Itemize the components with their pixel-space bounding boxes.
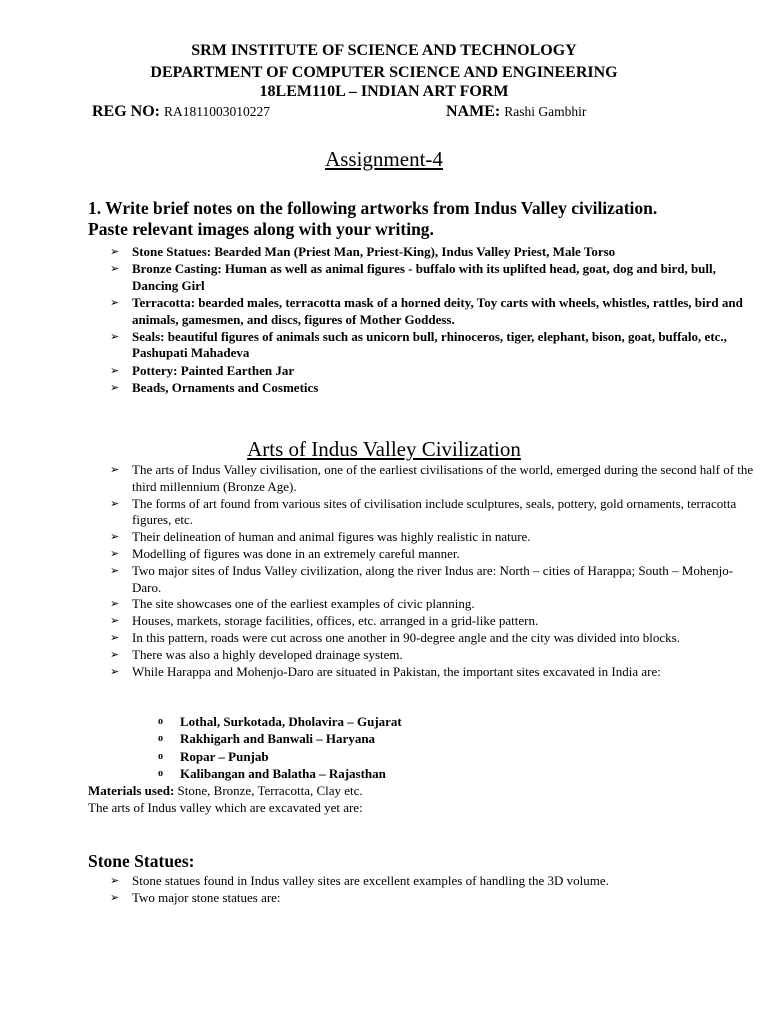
arrow-bullet-icon: ➢: [110, 530, 120, 544]
arrow-bullet-icon: ➢: [110, 630, 120, 644]
list-item-text: Beads, Ornaments and Cosmetics: [132, 380, 319, 396]
list-item: [110, 664, 760, 681]
arrow-bullet-icon: ➢: [110, 614, 120, 628]
site-item: [158, 765, 402, 782]
list-item: [110, 380, 760, 396]
arrow-bullet-icon: ➢: [110, 647, 120, 661]
section-title: Arts of Indus Valley Civilization: [247, 437, 521, 461]
arrow-bullet-icon: ➢: [110, 664, 120, 678]
list-item-text: The arts of Indus Valley civilisation, one of the earliest civilisations of the world, emerged during the second half of the third millennium (Bronze Age).: [132, 462, 754, 494]
excavated-text: The arts of Indus valley which are excavated yet are:: [88, 800, 363, 815]
student-name: [446, 103, 586, 121]
list-item: [110, 329, 760, 362]
list-item: [110, 244, 760, 260]
site-item: [158, 748, 402, 765]
stone-statues-heading: Stone Statues:: [88, 851, 195, 871]
department-name: DEPARTMENT OF COMPUTER SCIENCE AND ENGINEERING: [150, 64, 618, 81]
list-item-text: Seals: beautiful figures of animals such as unicorn bull, rhinoceros, tiger, elephant, bison, goat, buffalo, etc., Pashupati Mahadeva: [132, 329, 727, 361]
reg-no: [92, 103, 270, 121]
arrow-bullet-icon: ➢: [110, 597, 120, 611]
list-item-text: Stone statues found in Indus valley sites are excellent examples of handling the 3D volume.: [132, 873, 609, 888]
materials-used: [88, 782, 363, 799]
list-item-text: Bronze Casting: Human as well as animal figures - buffalo with its uplifted head, goat, dog and bird, bull, Dancing Girl: [132, 261, 716, 293]
materials-label: Materials used:: [88, 783, 175, 798]
list-item-text: Houses, markets, storage facilities, offices, etc. arranged in a grid-like pattern.: [132, 613, 539, 629]
site-text: Kalibangan and Balatha – Rajasthan: [180, 766, 386, 782]
list-item-text: Terracotta: bearded males, terracotta mask of a horned deity, Toy carts with wheels, whistles, rattles, bird and animals, gamesmen, and discs, figures of Mother Goddess.: [132, 295, 743, 327]
arrow-bullet-icon: ➢: [110, 363, 120, 377]
list-item: [110, 873, 760, 890]
list-item: [110, 596, 760, 613]
arrow-bullet-icon: ➢: [110, 463, 120, 476]
sites-list: [158, 713, 402, 783]
list-item-text: The site showcases one of the earliest examples of civic planning.: [132, 596, 475, 612]
list-item: [110, 647, 760, 664]
list-item: [110, 496, 760, 530]
site-item: [158, 713, 402, 730]
circle-bullet-icon: o: [158, 750, 163, 762]
list-item-text: The forms of art found from various sites of civilisation include sculptures, seals, pottery, gold ornaments, terracotta figures, etc.: [132, 495, 737, 528]
arrow-bullet-icon: ➢: [110, 563, 120, 577]
list-item-text: In this pattern, roads were cut across one another in 90-degree angle and the city was divided into blocks.: [132, 629, 680, 645]
name-label: NAME:: [446, 103, 501, 120]
list-item-text: Modelling of figures was done in an extremely careful manner.: [132, 545, 460, 561]
list-item: [110, 363, 760, 379]
circle-bullet-icon: o: [158, 768, 163, 780]
list-item: [110, 462, 760, 496]
list-item-text: While Harappa and Mohenjo-Daro are situated in Pakistan, the important sites excavated in India are:: [132, 663, 661, 679]
list-item-text: Their delineation of human and animal figures was highly realistic in nature.: [132, 529, 531, 545]
reg-no-label: REG NO:: [92, 103, 160, 120]
list-item: [110, 529, 760, 546]
arrow-bullet-icon: ➢: [110, 496, 120, 510]
arrow-bullet-icon: ➢: [110, 245, 120, 258]
notes-list: [110, 244, 760, 398]
materials-value: Stone, Bronze, Terracotta, Clay etc.: [177, 783, 363, 798]
circle-bullet-icon: o: [158, 716, 163, 727]
list-item: [110, 613, 760, 630]
name-value: Rashi Gambhir: [504, 104, 587, 119]
arrow-bullet-icon: ➢: [110, 546, 120, 560]
question-text: 1. Write brief notes on the following artworks from Indus Valley civilization. Paste relevant images along with your writing.: [88, 198, 658, 239]
arts-list: [110, 462, 760, 680]
arrow-bullet-icon: ➢: [110, 874, 120, 887]
arrow-bullet-icon: ➢: [110, 330, 120, 344]
list-item-text: Stone Statues: Bearded Man (Priest Man, Priest-King), Indus Valley Priest, Male Torso: [132, 244, 616, 259]
stone-list: [110, 873, 760, 907]
course-title: 18LEM110L – INDIAN ART FORM: [259, 83, 509, 100]
arrow-bullet-icon: ➢: [110, 381, 120, 395]
arrow-bullet-icon: ➢: [110, 296, 120, 310]
list-item: [110, 630, 760, 647]
arrow-bullet-icon: ➢: [110, 262, 120, 276]
institute-name: SRM INSTITUTE OF SCIENCE AND TECHNOLOGY: [191, 42, 577, 59]
site-text: Ropar – Punjab: [180, 748, 269, 764]
site-item: [158, 730, 402, 747]
list-item-text: Two major stone statues are:: [132, 889, 281, 905]
list-item-text: Two major sites of Indus Valley civilization, along the river Indus are: North – cities of Harappa; South – Mohenjo-Daro.: [132, 562, 734, 595]
reg-no-value: RA1811003010227: [164, 104, 271, 119]
circle-bullet-icon: o: [158, 733, 163, 745]
list-item-text: Pottery: Painted Earthen Jar: [132, 362, 295, 378]
list-item-text: There was also a highly developed drainage system.: [132, 646, 403, 662]
list-item: [110, 890, 760, 907]
site-text: Rakhigarh and Banwali – Haryana: [180, 731, 376, 747]
list-item: [110, 563, 760, 597]
list-item: [110, 295, 760, 328]
list-item: [110, 261, 760, 294]
arrow-bullet-icon: ➢: [110, 890, 120, 904]
assignment-title: Assignment-4: [325, 147, 443, 171]
site-text: Lothal, Surkotada, Dholavira – Gujarat: [180, 714, 402, 729]
list-item: [110, 546, 760, 563]
